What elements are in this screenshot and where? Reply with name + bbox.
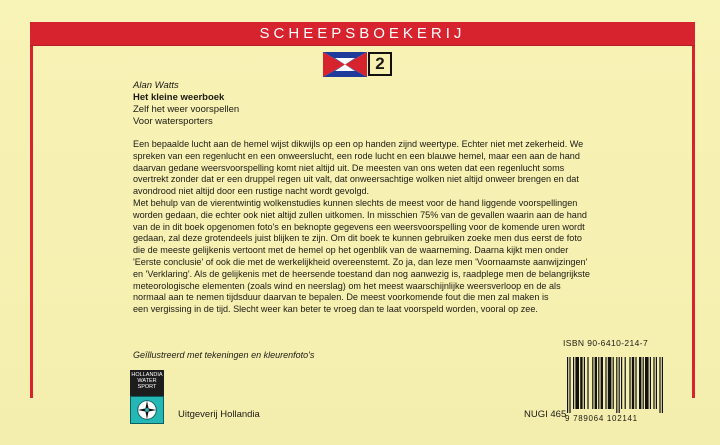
barcode-digits: 9 789064 102141 bbox=[565, 414, 638, 423]
barcode-bar bbox=[635, 357, 636, 409]
publisher: Uitgeverij Hollandia bbox=[178, 409, 260, 420]
barcode-bar bbox=[605, 357, 606, 409]
barcode-bar bbox=[619, 357, 620, 413]
series-banner bbox=[30, 22, 695, 46]
barcode-bar bbox=[639, 357, 641, 409]
author-name: Alan Watts bbox=[133, 80, 179, 91]
barcode-bar bbox=[573, 357, 574, 409]
left-border bbox=[30, 46, 33, 398]
barcode-bar bbox=[580, 357, 582, 409]
barcode-bar bbox=[575, 357, 579, 409]
barcode-bar bbox=[629, 357, 630, 409]
barcode-bar bbox=[625, 357, 626, 409]
barcode-bar bbox=[608, 357, 612, 409]
blurb-text: Een bepaalde lucht aan de hemel wijst dikwijls op een op handen zijnd weertype. Echter niet met zekerheid. We spreken van een regenlucht en een onweerslucht, een rode lucht en een blauwe hemel, maar een aan de hand daarvan gedane weersvoorspelling komt niet altijd uit. De meesten van ons weten dat een regenlucht soms overtrekt zonder dat er een druppel regen uit valt, dat onweersachtige wolken niet altijd onweer brengen en dat avondrood niet altijd door een rustige nacht wordt gevolgd. Met behulp van de vierentwintig wolkenstudies kunnen slechts de meest voor de hand liggende voorspellingen worden gedaan, die echter ook niet altijd zullen uitkomen. In misschien 75% van de gevallen waarin aan de hand van de in dit boek opgenomen foto's en beknopte gegevens een weersvoorspelling voor de komende uren wordt gedaan, zal deze grotendeels juist blijken te zijn. Om dit boek te kunnen gebruiken zoeke men dus eerst de foto die de meeste gelijkenis vertoont met de hemel op het ogenblik van de waarneming. Daarna kijkt men onder 'Eerste conclusie' of ook die met de werkelijkheid overeenstemt. Zo ja, dan leze men 'Voornaamste aanwijzingen' en 'Verklaring'. Als de gelijkenis met de heersende toestand dan nog aanwezig is, raadplege men de belangrijkste meteorologische elementen (zoals wind en neerslag) om het meest waarschijnlijke weersverloop en de als normaal aan te nemen tijdsduur daarvan te bepalen. De meest voorkomende fout die men zal maken is een vergissing in de tijd. Slecht weer kan beter te vroeg dan te laat voorspeld worden, vooral op zee. bbox=[133, 139, 590, 315]
barcode-icon bbox=[563, 347, 708, 417]
subtitle-line-1: Zelf het weer voorspellen bbox=[133, 104, 240, 115]
subtitle-line-2: Voor watersporters bbox=[133, 116, 213, 127]
nugi-code: NUGI 465 bbox=[524, 409, 567, 420]
barcode-bar bbox=[662, 357, 663, 413]
barcode-bar bbox=[653, 357, 654, 409]
barcode-bar bbox=[587, 357, 588, 409]
illustrations-note: Geïllustreerd met tekeningen en kleurenfoto's bbox=[133, 350, 315, 360]
barcode-bar bbox=[601, 357, 603, 409]
barcode-bar bbox=[650, 357, 651, 409]
hollandia-logo: HOLLANDIA WATER SPORT bbox=[130, 370, 164, 396]
book-title: Het kleine weerboek bbox=[133, 92, 225, 103]
barcode-bar bbox=[598, 357, 599, 409]
barcode-bar bbox=[621, 357, 622, 409]
barcode-bar bbox=[659, 357, 660, 413]
barcode-bar bbox=[584, 357, 585, 409]
series-title: SCHEEPSBOEKERIJ bbox=[259, 25, 466, 42]
barcode-bar bbox=[595, 357, 597, 409]
flag-logo-icon bbox=[323, 52, 367, 77]
barcode-bar bbox=[569, 357, 570, 413]
barcode-bar bbox=[613, 357, 614, 409]
barcode-bar bbox=[643, 357, 644, 409]
right-border bbox=[692, 46, 695, 398]
barcode-bar bbox=[592, 357, 593, 409]
volume-number: 2 bbox=[368, 52, 392, 76]
barcode-bar bbox=[632, 357, 634, 409]
barcode-bar bbox=[645, 357, 649, 409]
barcode-bar bbox=[616, 357, 617, 413]
barcode-bar bbox=[656, 357, 657, 409]
isbn: ISBN 90-6410-214-7 bbox=[563, 338, 649, 348]
barcode-bar bbox=[567, 357, 568, 413]
compass-logo-icon bbox=[130, 396, 164, 424]
